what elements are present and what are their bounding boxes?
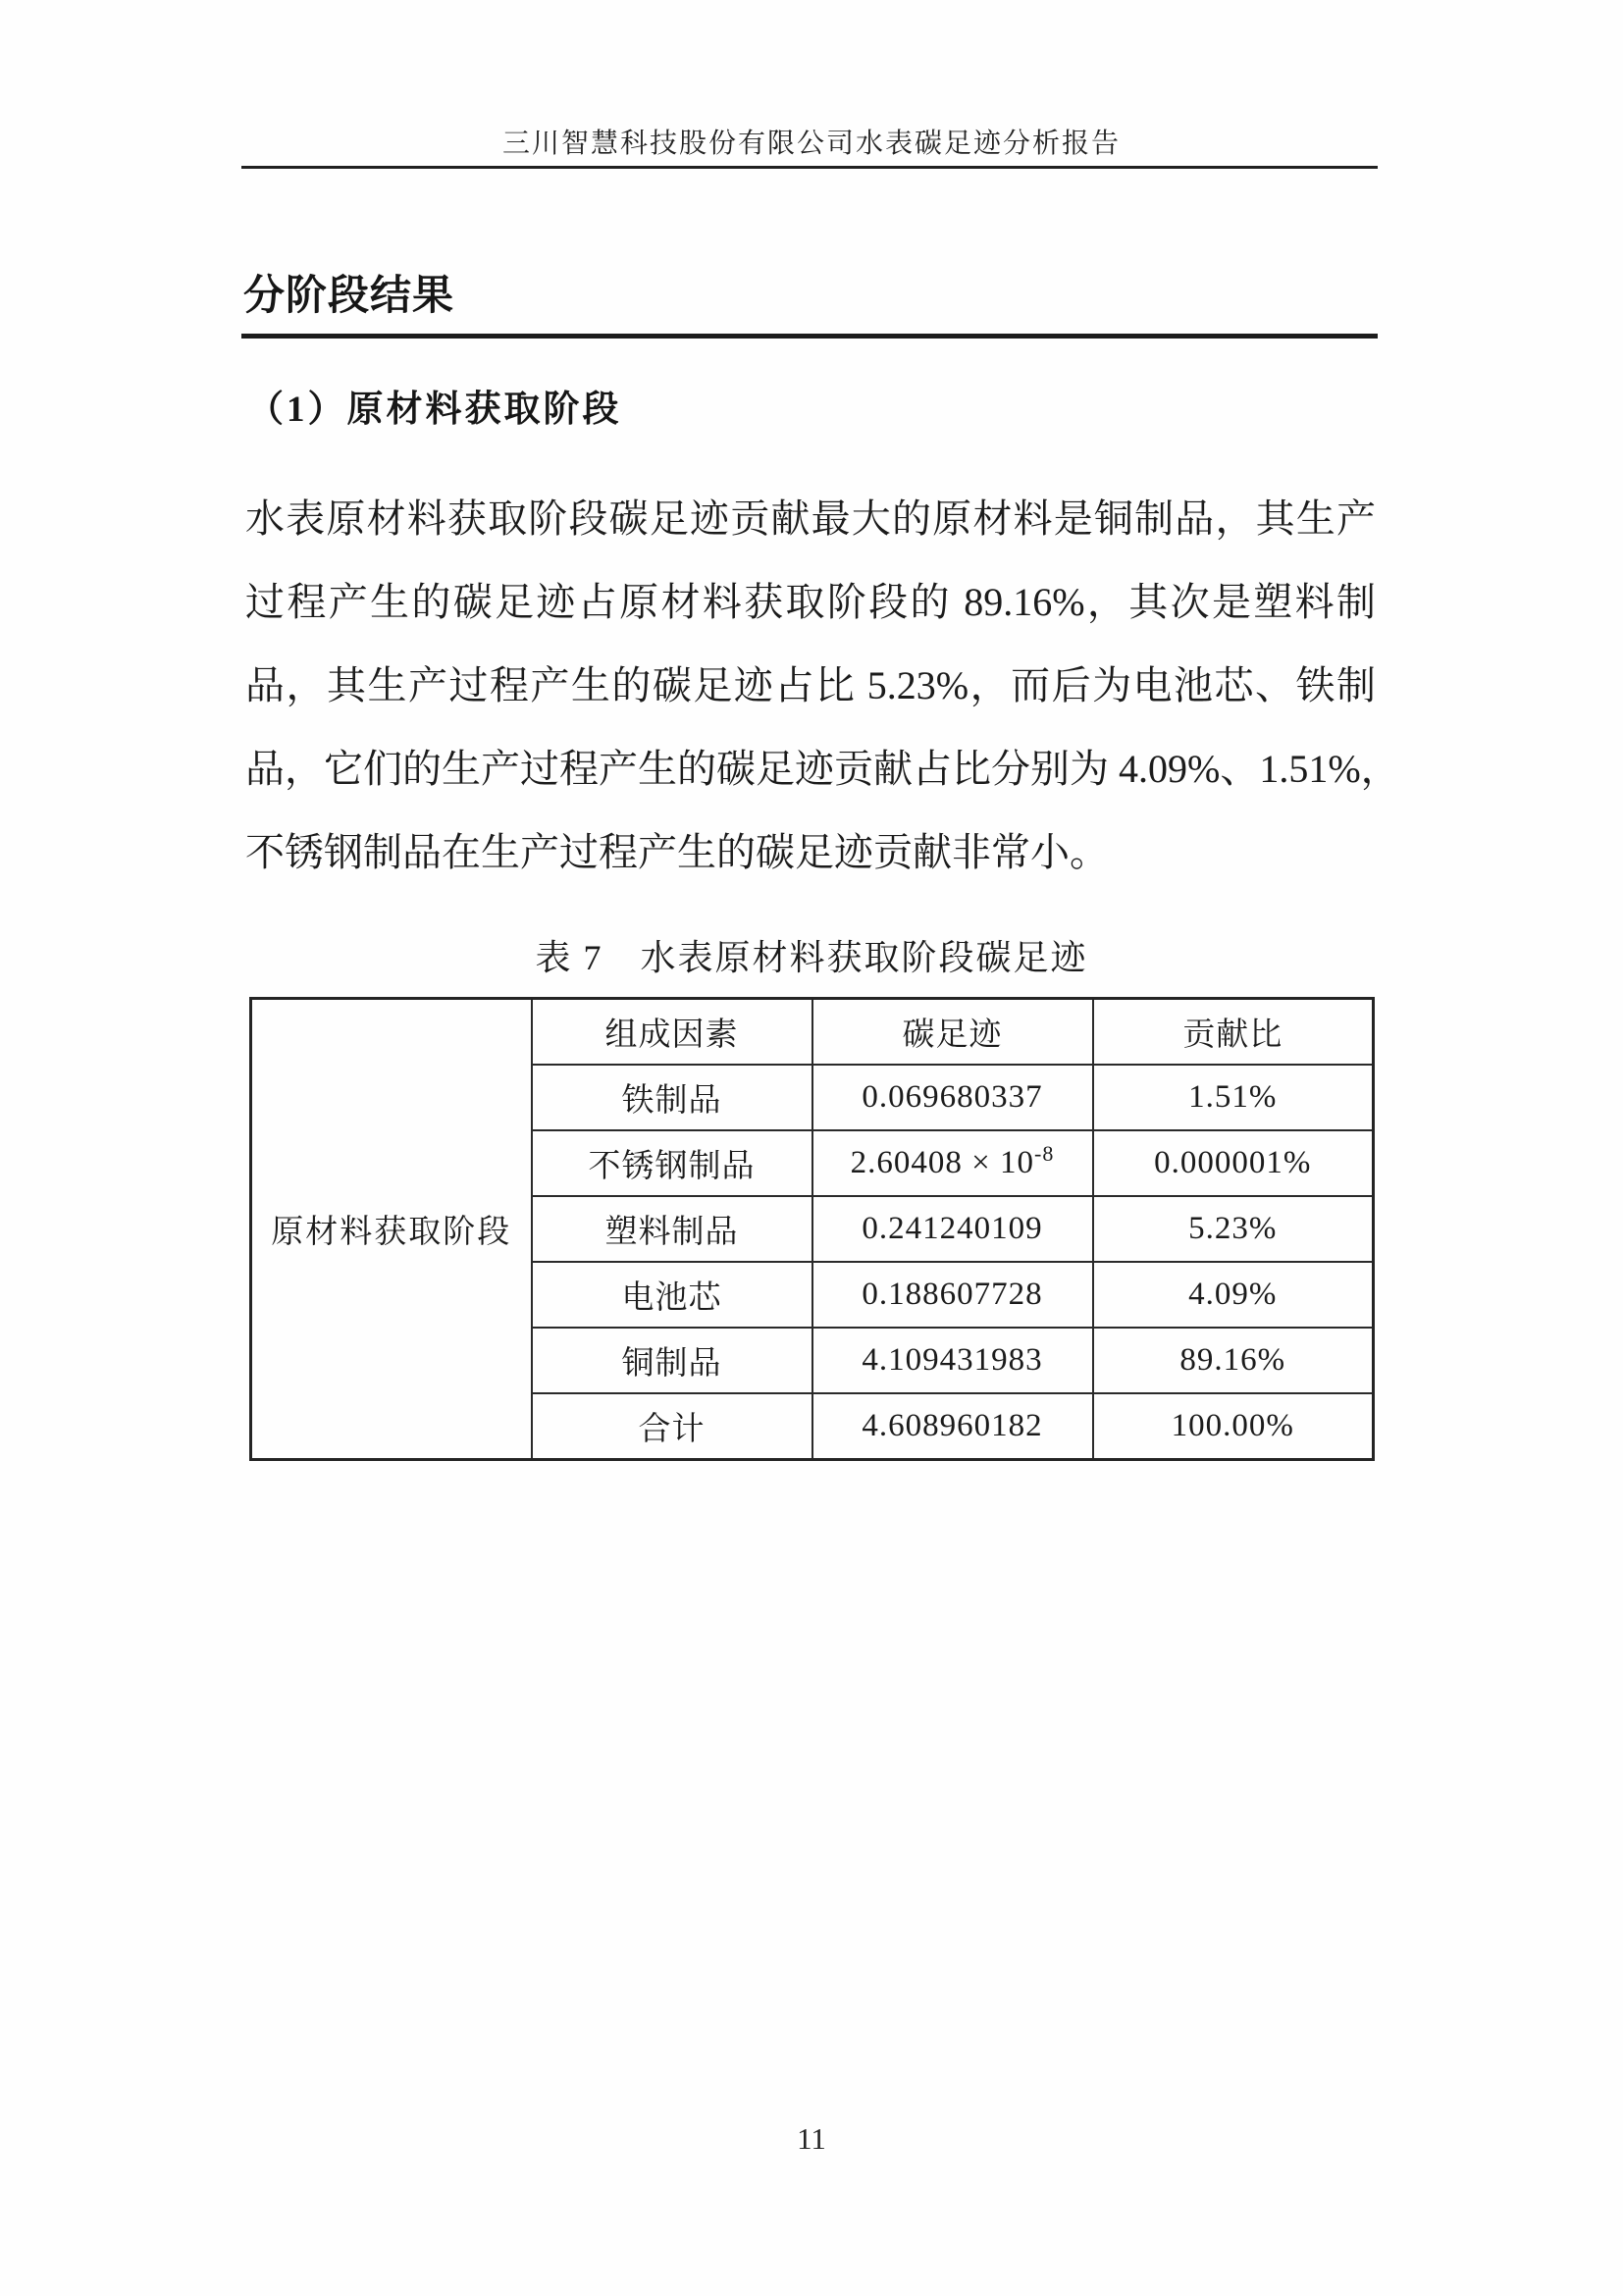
footprint-mantissa: 2.60408 × 10 <box>850 1145 1035 1180</box>
cell-share: 5.23% <box>1093 1196 1374 1262</box>
stage-merged-cell: 原材料获取阶段 <box>251 999 532 1460</box>
cell-factor: 电池芯 <box>532 1262 812 1328</box>
cell-factor: 铜制品 <box>532 1328 812 1393</box>
section-title: 分阶段结果 <box>243 272 455 318</box>
cell-share: 89.16% <box>1093 1328 1374 1393</box>
table-header-row <box>251 999 1374 1066</box>
cell-footprint <box>812 1130 1093 1196</box>
paragraph-line: 水表原材料获取阶段碳足迹贡献最大的原材料是铜制品，其生产 <box>245 496 1376 541</box>
cell-footprint: 4.109431983 <box>812 1328 1093 1393</box>
cell-share: 100.00% <box>1093 1393 1374 1460</box>
cell-footprint: 4.608960182 <box>812 1393 1093 1460</box>
subsection-title: （1）原材料获取阶段 <box>247 390 622 430</box>
paragraph-line: 品，其生产过程产生的碳足迹占比 5.23%，而后为电池芯、铁制 <box>245 663 1376 707</box>
footprint-exponent: -8 <box>1034 1141 1055 1166</box>
running-header: 三川智慧科技股份有限公司水表碳足迹分析报告 <box>501 129 1121 159</box>
cell-footprint: 0.188607728 <box>812 1262 1093 1328</box>
paragraph-line: 不锈钢制品在生产过程产生的碳足迹贡献非常小。 <box>245 830 1109 874</box>
paragraph-line: 品，它们的生产过程产生的碳足迹贡献占比分别为 4.09%、1.51%， <box>245 747 1400 791</box>
body-paragraph <box>245 477 1400 894</box>
cell-footprint: 0.069680337 <box>812 1065 1093 1130</box>
column-header-footprint: 碳足迹 <box>812 999 1093 1066</box>
cell-factor: 铁制品 <box>532 1065 812 1130</box>
section-title-rule <box>241 334 1378 339</box>
column-header-factor: 组成因素 <box>532 999 812 1066</box>
carbon-footprint-table <box>249 997 1375 1461</box>
cell-factor: 不锈钢制品 <box>532 1130 812 1196</box>
cell-share: 4.09% <box>1093 1262 1374 1328</box>
running-header-rule <box>241 166 1378 169</box>
table-caption: 表 7 水表原材料获取阶段碳足迹 <box>535 938 1088 977</box>
cell-share: 1.51% <box>1093 1065 1374 1130</box>
page-number: 11 <box>797 2121 826 2156</box>
cell-footprint: 0.241240109 <box>812 1196 1093 1262</box>
paragraph-line: 过程产生的碳足迹占原材料获取阶段的 89.16%，其次是塑料制 <box>245 580 1376 624</box>
cell-share: 0.000001% <box>1093 1130 1374 1196</box>
cell-factor: 合计 <box>532 1393 812 1460</box>
column-header-share: 贡献比 <box>1093 999 1374 1066</box>
cell-factor: 塑料制品 <box>532 1196 812 1262</box>
